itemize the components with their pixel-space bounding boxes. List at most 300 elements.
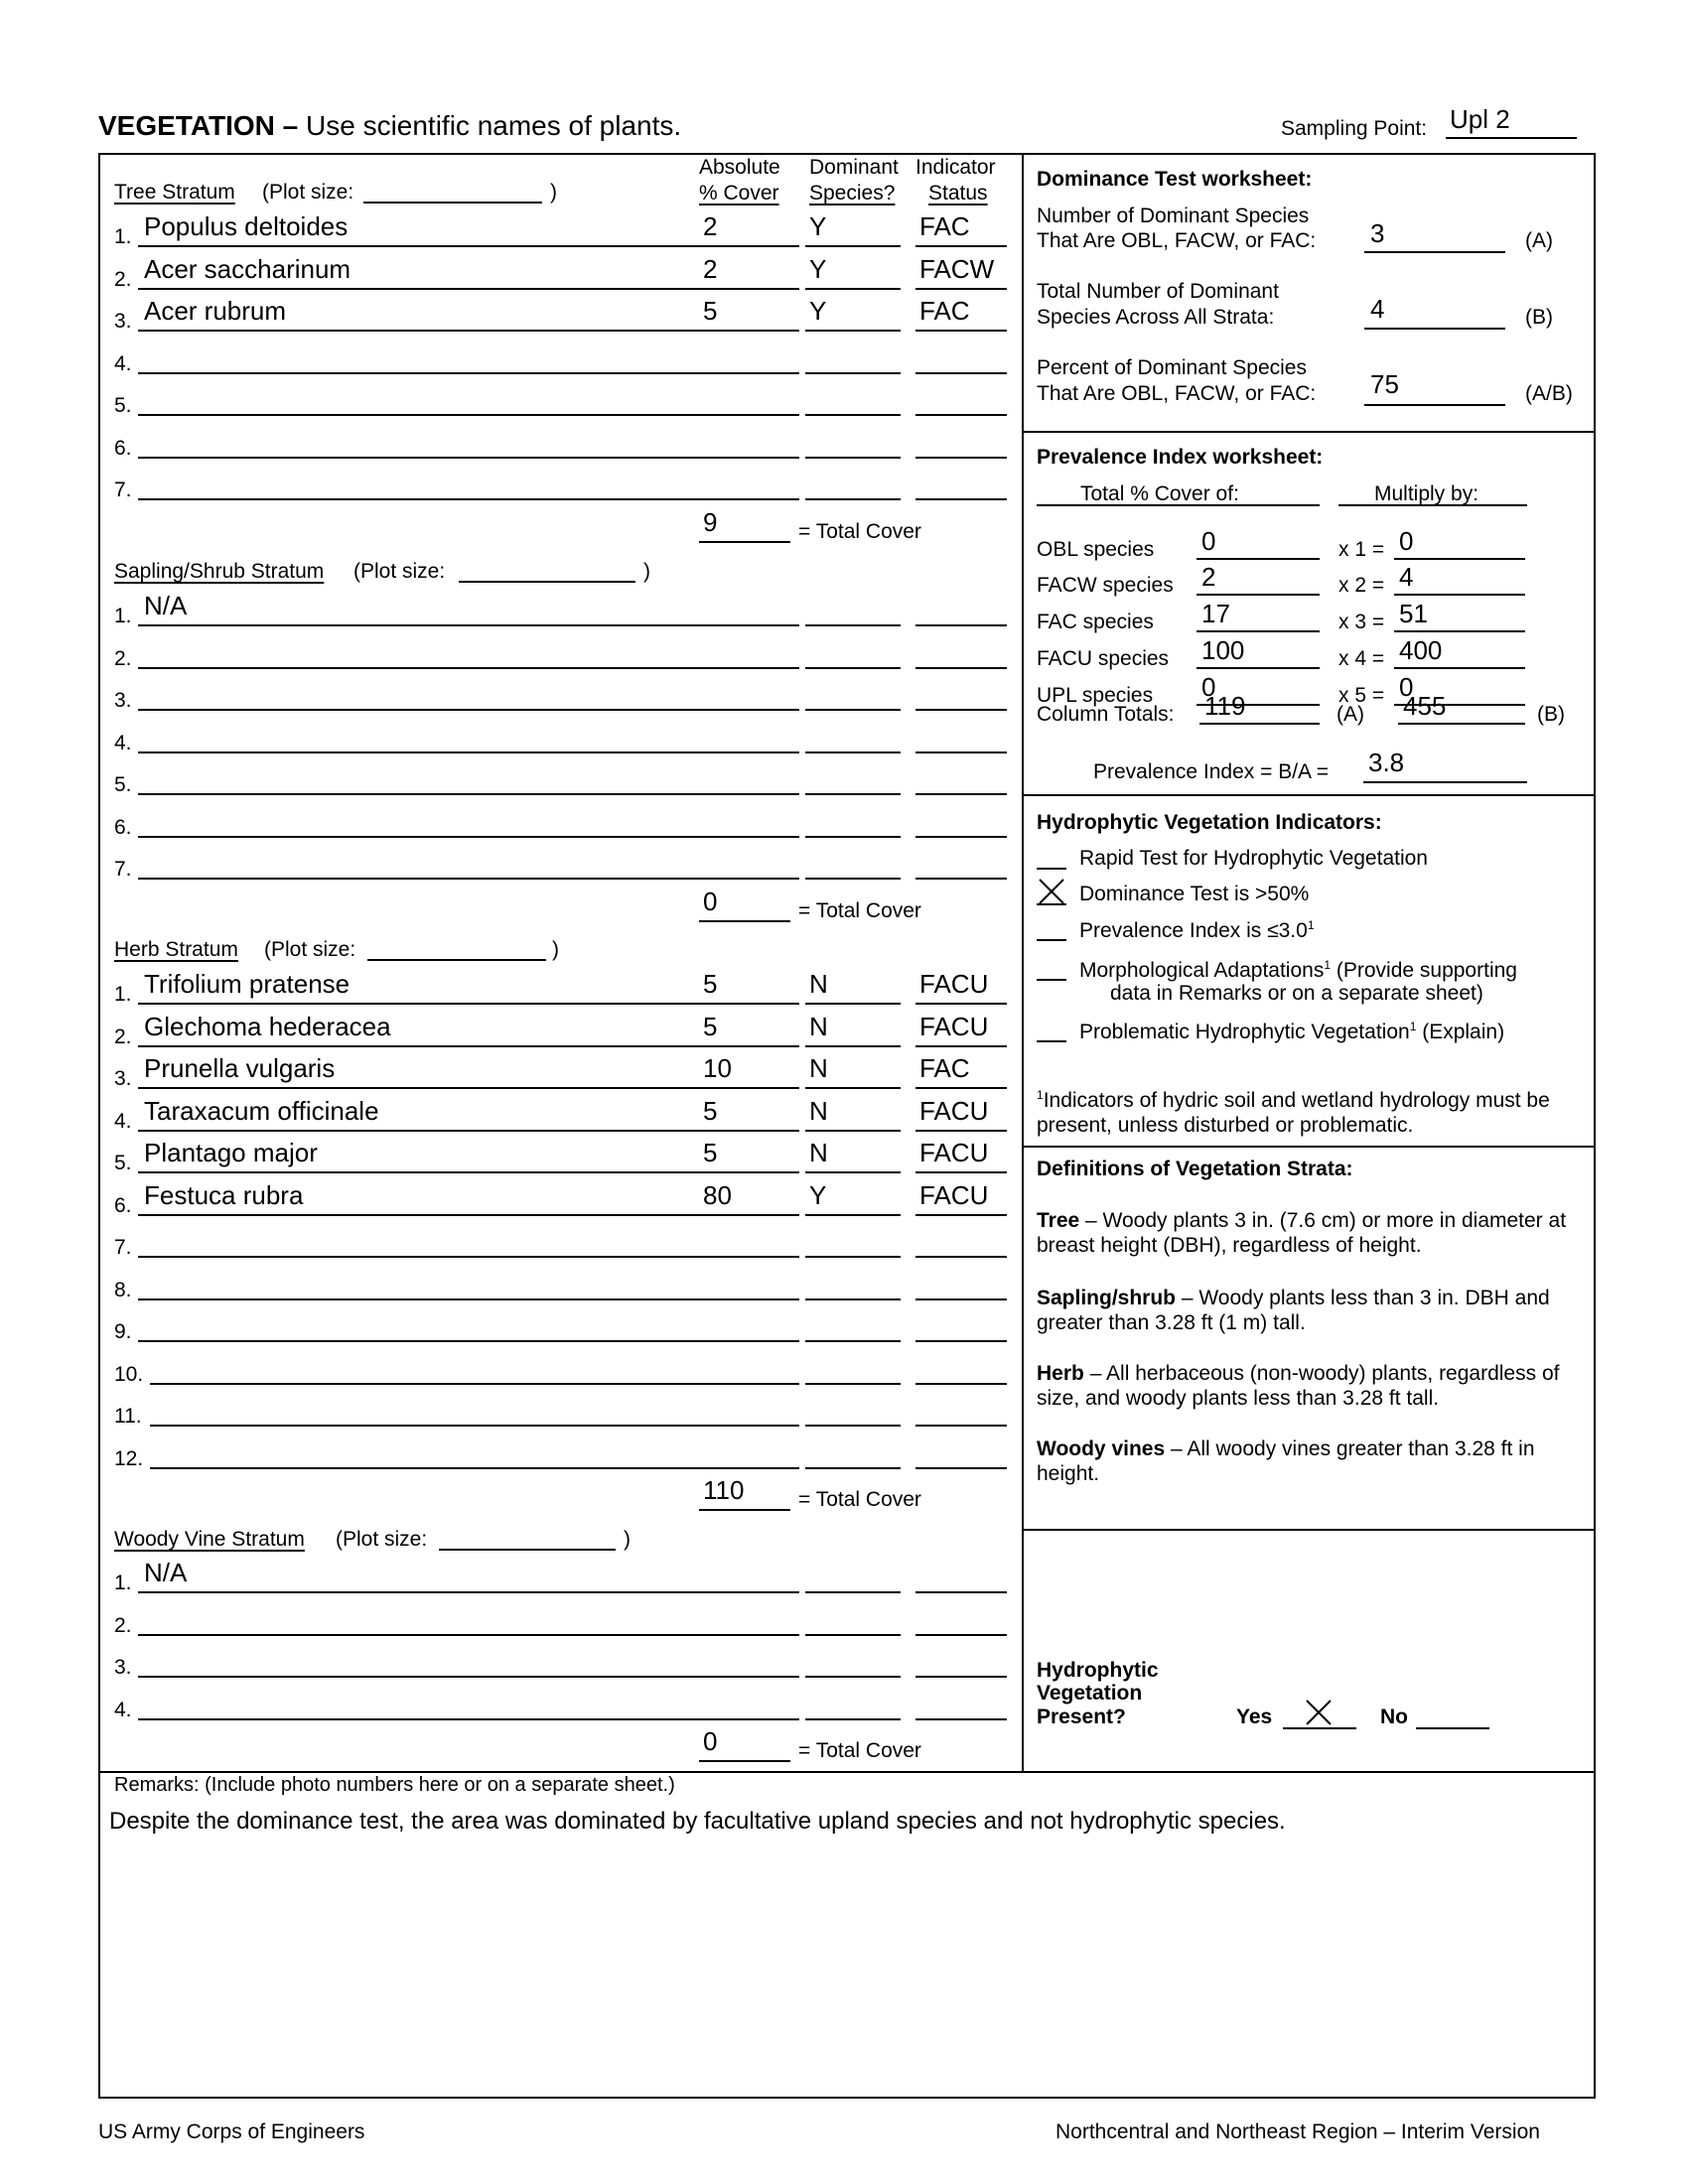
vine-plot-size-field[interactable] [439,1549,616,1551]
herb-total-label: = Total Cover [798,1488,921,1511]
tree-status-field[interactable] [915,457,1007,459]
definition-term: Tree [1037,1209,1080,1232]
definition-text: – Woody plants 3 in. (7.6 cm) or more in diameter at breast height (DBH), regardless of height. [1037,1209,1567,1257]
sapling-status-field[interactable] [915,709,1007,711]
dominance-b-tag: (B) [1525,306,1553,329]
tree-species-name[interactable]: Acer rubrum [144,296,287,326]
prevalence-tag-b: (B) [1537,703,1565,726]
tree-status-field[interactable] [915,414,1007,416]
sapling-cover-field[interactable] [699,667,790,669]
herb-dominant-field[interactable] [805,1130,901,1132]
herb-status-value[interactable]: FACU [919,1012,989,1041]
prevalence-row-label: FAC species [1037,611,1154,633]
definition-item [1037,1208,1581,1258]
page-title-bold: VEGETATION – [98,110,299,141]
sapling-row-number: 5. [114,773,132,796]
tree-cover-value[interactable]: 2 [703,254,718,284]
herb-cover-value[interactable]: 5 [703,1138,718,1167]
vine-status-field[interactable] [915,1676,1007,1678]
prevalence-row-label: UPL species [1037,684,1154,707]
tree-dominant-field[interactable] [805,414,901,416]
dominance-q1-line2: That Are OBL, FACW, or FAC: [1037,229,1317,252]
herb-row-number: 4. [114,1110,132,1133]
herb-dominant-field[interactable] [805,1256,901,1258]
herb-species-name[interactable]: Taraxacum officinale [144,1096,379,1126]
prevalence-row-label: OBL species [1037,538,1155,561]
tree-cover-value[interactable]: 5 [703,296,718,326]
sapling-plot-size-label: (Plot size: [353,560,446,583]
prevalence-product-value[interactable]: 0 [1399,526,1414,556]
herb-species-name[interactable]: Plantago major [144,1138,318,1167]
tree-dominant-field[interactable] [805,457,901,459]
remarks-text[interactable]: Despite the dominance test, the area was dominated by facultative upland species and not hydrophytic species. [109,1808,1286,1835]
vine-cover-field[interactable] [699,1591,790,1593]
herb-row-number: 12. [114,1447,144,1470]
vine-species-name[interactable]: N/A [144,1558,188,1587]
sapling-dominant-field[interactable] [805,836,901,838]
herb-status-field[interactable] [915,1256,1007,1258]
footnote-mark: 1 [1037,1088,1044,1102]
herb-status-field[interactable] [915,1130,1007,1132]
vine-dominant-field[interactable] [805,1676,901,1678]
page-title-rest: Use scientific names of plants. [298,110,682,141]
sapling-stratum-title: Sapling/Shrub Stratum [114,560,325,583]
indicator-header-2: Status [928,182,988,205]
prevalence-total-a[interactable]: 119 [1204,691,1246,721]
present-yes-line[interactable] [1283,1727,1356,1729]
vine-row-number: 1. [114,1571,132,1594]
indicator-label-text: Rapid Test for Hydrophytic Vegetation [1079,847,1428,870]
indicator-label [1079,848,1428,869]
herb-row-number: 3. [114,1067,132,1090]
prevalence-tag-a: (A) [1336,703,1364,726]
herb-dominant-field[interactable] [805,1003,901,1005]
indicators-footnote [1037,1083,1578,1138]
prevalence-cover-value[interactable]: 100 [1201,635,1245,665]
sapling-plot-size-close: ) [643,560,650,583]
tree-cover-field[interactable] [699,414,790,416]
indicator-label [1079,919,1315,941]
sapling-row-number: 1. [114,605,132,627]
sapling-status-field[interactable] [915,878,1007,880]
herb-row-number: 6. [114,1194,132,1217]
herb-stratum-title: Herb Stratum [114,938,238,961]
present-line1: Hydrophytic [1037,1659,1159,1682]
herb-dominant-value[interactable]: N [809,969,828,999]
herb-cover-field[interactable] [699,1298,790,1300]
herb-status-field[interactable] [915,1214,1007,1216]
tree-status-field[interactable] [915,372,1007,374]
sapling-dominant-field[interactable] [805,667,901,669]
tree-cover-field[interactable] [699,372,790,374]
herb-cover-field[interactable] [699,1340,790,1342]
herb-dominant-field[interactable] [805,1298,901,1300]
herb-species-name[interactable]: Prunella vulgaris [144,1053,336,1083]
sapling-row-number: 6. [114,816,132,839]
sapling-dominant-field[interactable] [805,793,901,795]
indicator-label [1079,959,1517,981]
dominance-ab-line [1364,404,1505,406]
prevalence-product-value[interactable]: 51 [1399,599,1428,628]
herb-status-field[interactable] [915,1340,1007,1342]
herb-plot-size-field[interactable] [367,959,546,961]
indicators-title: Hydrophytic Vegetation Indicators: [1037,811,1382,834]
prevalence-multiplier: x 4 = [1338,647,1385,670]
prevalence-cover-value[interactable]: 0 [1201,672,1216,702]
herb-dominant-value[interactable]: N [809,1053,828,1083]
tree-cover-value[interactable]: 2 [703,211,718,241]
indicator-header-1: Indicator [915,156,996,179]
vine-status-field[interactable] [915,1634,1007,1636]
tree-cover-field[interactable] [699,498,790,500]
sapling-status-field[interactable] [915,624,1007,626]
definition-text: – All herbaceous (non-woody) plants, regardless of size, and woody plants less than 3.28 ft tall. [1037,1362,1560,1410]
tree-plot-size-close: ) [550,181,557,204]
indicator-label-text: Problematic Hydrophytic Vegetation [1079,1021,1410,1043]
dominance-a-line [1364,251,1505,253]
sapling-plot-size-field[interactable] [459,581,635,583]
prevalence-row-label: FACU species [1037,647,1170,670]
present-no-label: No [1380,1706,1408,1728]
tree-row-number: 1. [114,225,132,248]
vine-status-field[interactable] [915,1591,1007,1593]
vine-dominant-field[interactable] [805,1718,901,1720]
definition-term: Herb [1037,1362,1084,1385]
vine-status-field[interactable] [915,1718,1007,1720]
prevalence-cover-value[interactable]: 17 [1201,599,1230,628]
definitions-title: Definitions of Vegetation Strata: [1037,1158,1353,1180]
prevalence-cover-field[interactable] [1196,594,1320,596]
sapling-cover-field[interactable] [699,836,790,838]
tree-status-field[interactable] [915,288,1007,290]
herb-cover-value[interactable]: 5 [703,1012,718,1041]
tree-status-value[interactable]: FAC [919,296,970,326]
indicator-footnote-mark: 1 [1409,1020,1417,1033]
prevalence-product-field[interactable] [1394,558,1525,560]
prevalence-cover-value[interactable]: 0 [1201,526,1216,556]
herb-status-value[interactable]: FACU [919,1096,989,1126]
herb-status-value[interactable]: FACU [919,1138,989,1167]
tree-dominant-value[interactable]: Y [809,296,827,326]
prevalence-product-value[interactable]: 0 [1399,672,1414,702]
prevalence-product-value[interactable]: 4 [1399,562,1414,592]
indicator-checkbox[interactable] [1037,979,1066,981]
sapling-status-field[interactable] [915,836,1007,838]
herb-cover-field[interactable] [699,1003,790,1005]
sapling-cover-field[interactable] [699,624,790,626]
vine-row-number: 3. [114,1656,132,1679]
herb-dominant-field[interactable] [805,1171,901,1173]
prevalence-multiplier: x 2 = [1338,574,1385,597]
prevalence-totals-label: Column Totals: [1037,703,1175,726]
prevalence-row-label: FACW species [1037,574,1174,597]
prevalence-cover-value[interactable]: 2 [1201,562,1216,592]
vine-row-number: 4. [114,1699,132,1721]
herb-status-field[interactable] [915,1467,1007,1469]
sapling-dominant-field[interactable] [805,624,901,626]
herb-cover-value[interactable]: 10 [703,1053,732,1083]
prevalence-index-value[interactable]: 3.8 [1368,748,1405,777]
herb-species-name[interactable]: Festuca rubra [144,1180,304,1210]
tree-status-field[interactable] [915,498,1007,500]
vine-dominant-field[interactable] [805,1591,901,1593]
sapling-row-number: 4. [114,732,132,754]
prevalence-index-line [1363,781,1527,783]
herb-cover-field[interactable] [699,1171,790,1173]
tree-status-value[interactable]: FAC [919,211,970,241]
sapling-dominant-field[interactable] [805,751,901,753]
herb-cover-field[interactable] [699,1425,790,1427]
tree-cover-field[interactable] [699,245,790,247]
sapling-total-label: = Total Cover [798,899,921,922]
herb-status-field[interactable] [915,1003,1007,1005]
herb-status-value[interactable]: FAC [919,1053,970,1083]
sapling-row-number: 3. [114,689,132,712]
sapling-cover-field[interactable] [699,709,790,711]
sampling-point-line [1446,137,1577,139]
indicator-label [1079,1021,1504,1042]
prevalence-total-b-line [1398,723,1525,725]
tree-cover-field[interactable] [699,457,790,459]
footer-right: Northcentral and Northeast Region – Interim Version [1055,2120,1540,2143]
dominance-ab-value[interactable]: 75 [1370,369,1399,399]
prevalence-product-field[interactable] [1394,667,1525,669]
tree-total-field[interactable] [699,541,790,543]
indicator-label-suffix: (Provide supporting [1331,959,1517,982]
prevalence-cover-field[interactable] [1196,667,1320,669]
prevalence-index-label: Prevalence Index = B/A = [1093,760,1329,783]
herb-dominant-field[interactable] [805,1467,901,1469]
tree-row-number: 5. [114,394,132,417]
herb-row-number: 10. [114,1363,144,1386]
dominance-b-line [1364,328,1505,330]
dominance-a-value[interactable]: 3 [1370,218,1385,248]
sapling-total-field[interactable] [699,920,790,922]
present-yes-check-icon[interactable] [1304,1698,1334,1727]
footnote-text: Indicators of hydric soil and wetland hydrology must be present, unless disturbed or problematic. [1037,1089,1550,1137]
herb-plot-size-close: ) [552,938,559,961]
indicator-footnote-mark: 1 [1307,918,1315,932]
prevalence-col1-header: Total % Cover of: [1080,482,1239,505]
dominant-header-1: Dominant [809,156,899,179]
tree-dominant-value[interactable]: Y [809,254,827,284]
tree-dominant-value[interactable]: Y [809,211,827,241]
prevalence-col2-header: Multiply by: [1374,482,1479,505]
prevalence-product-field[interactable] [1394,630,1525,632]
prevalence-divider [1022,794,1596,796]
indicator-label-suffix: (Explain) [1416,1021,1505,1043]
indicator-label-text: Prevalence Index is ≤3.0 [1079,919,1308,942]
herb-status-field[interactable] [915,1171,1007,1173]
sapling-row-number: 7. [114,858,132,881]
tree-row-number: 6. [114,437,132,460]
vine-plot-size-close: ) [624,1528,631,1551]
herb-cover-field[interactable] [699,1256,790,1258]
tree-dominant-field[interactable] [805,288,901,290]
sapling-status-field[interactable] [915,793,1007,795]
herb-dominant-value[interactable]: Y [809,1180,827,1210]
dominance-b-value[interactable]: 4 [1370,294,1385,324]
vine-cover-field[interactable] [699,1718,790,1720]
sapling-status-field[interactable] [915,667,1007,669]
vine-cover-field[interactable] [699,1676,790,1678]
herb-species-name[interactable]: Trifolium pratense [144,969,351,999]
dominance-q3-line2: That Are OBL, FACW, or FAC: [1037,382,1317,405]
herb-status-field[interactable] [915,1045,1007,1047]
indicator-footnote-mark: 1 [1324,958,1332,972]
vine-total-value[interactable]: 0 [703,1726,718,1756]
absolute-header-1: Absolute [699,156,780,179]
tree-plot-size-label: (Plot size: [262,181,354,204]
prevalence-total-a-line [1199,723,1320,725]
vine-dominant-field[interactable] [805,1634,901,1636]
herb-cover-value[interactable]: 5 [703,1096,718,1126]
tree-row-number: 4. [114,352,132,375]
tree-status-field[interactable] [915,245,1007,247]
herb-cover-field[interactable] [699,1045,790,1047]
definition-item [1037,1361,1581,1411]
dominance-ab-tag: (A/B) [1525,382,1573,405]
remarks-label: Remarks: (Include photo numbers here or on a separate sheet.) [114,1774,675,1796]
herb-status-value[interactable]: FACU [919,969,989,999]
prevalence-multiplier: x 5 = [1338,684,1385,707]
definition-text: – All woody vines greater than 3.28 ft in height. [1037,1437,1535,1485]
vine-cover-field[interactable] [699,1634,790,1636]
present-line3: Present? [1037,1706,1126,1728]
herb-cover-field[interactable] [699,1383,790,1385]
tree-status-field[interactable] [915,330,1007,332]
herb-dominant-value[interactable]: N [809,1138,828,1167]
tree-row-number: 2. [114,268,132,291]
tree-cover-field[interactable] [699,288,790,290]
herb-total-field[interactable] [699,1509,790,1511]
herb-plot-size-label: (Plot size: [264,938,356,961]
herb-row-number: 7. [114,1236,132,1259]
tree-total-value[interactable]: 9 [703,507,718,537]
herb-status-value[interactable]: FACU [919,1180,989,1210]
vine-total-field[interactable] [699,1760,790,1762]
indicator-label [1079,884,1309,904]
prevalence-multiplier: x 3 = [1338,611,1385,633]
herb-dominant-field[interactable] [805,1383,901,1385]
dominance-title: Dominance Test worksheet: [1037,168,1313,191]
indicator-check-icon[interactable] [1037,878,1066,905]
prevalence-multiplier: x 1 = [1338,538,1385,561]
tree-row-number: 3. [114,310,132,333]
herb-species-name[interactable]: Glechoma hederacea [144,1012,391,1041]
herb-dominant-field[interactable] [805,1340,901,1342]
vine-total-label: = Total Cover [798,1739,921,1762]
indicator-checkbox[interactable] [1037,868,1066,870]
dominance-divider [1022,431,1596,433]
herb-status-field[interactable] [915,1383,1007,1385]
tree-species-name[interactable]: Acer saccharinum [144,254,352,284]
prevalence-cover-field[interactable] [1196,630,1320,632]
tree-plot-size-field[interactable] [363,202,542,204]
dominant-header-2: Species? [809,182,896,205]
sapling-cover-field[interactable] [699,793,790,795]
sampling-point-label: Sampling Point: [1281,117,1428,140]
herb-dominant-field[interactable] [805,1087,901,1089]
herb-status-field[interactable] [915,1087,1007,1089]
tree-dominant-field[interactable] [805,372,901,374]
remarks-divider [98,1771,1596,1773]
tree-dominant-field[interactable] [805,330,901,332]
herb-status-field[interactable] [915,1425,1007,1427]
herb-cover-field[interactable] [699,1467,790,1469]
herb-cover-field[interactable] [699,1130,790,1132]
sapling-status-field[interactable] [915,751,1007,753]
sapling-cover-field[interactable] [699,751,790,753]
herb-cover-value[interactable]: 5 [703,969,718,999]
definition-item [1037,1286,1581,1335]
indicator-label-text: Morphological Adaptations [1079,959,1325,982]
present-no-line[interactable] [1416,1727,1489,1729]
morph-line2: data in Remarks or on a separate sheet) [1110,982,1483,1005]
tree-status-value[interactable]: FACW [919,254,995,284]
prevalence-product-value[interactable]: 400 [1399,635,1443,665]
herb-dominant-field[interactable] [805,1045,901,1047]
footer-left: US Army Corps of Engineers [98,2120,365,2143]
dominance-q1-line1: Number of Dominant Species [1037,205,1310,227]
tree-dominant-field[interactable] [805,245,901,247]
herb-cover-field[interactable] [699,1087,790,1089]
sapling-dominant-field[interactable] [805,878,901,880]
herb-row-number: 11. [114,1405,142,1428]
definition-term: Woody vines [1037,1437,1166,1460]
tree-dominant-field[interactable] [805,498,901,500]
prevalence-product-field[interactable] [1394,594,1525,596]
sapling-cover-field[interactable] [699,878,790,880]
herb-cover-value[interactable]: 80 [703,1180,732,1210]
herb-dominant-field[interactable] [805,1425,901,1427]
tree-stratum-title: Tree Stratum [114,181,235,204]
present-line2: Vegetation [1037,1682,1143,1705]
definition-term: Sapling/shrub [1037,1287,1177,1309]
vine-plot-size-label: (Plot size: [336,1528,428,1551]
sapling-species-name[interactable]: N/A [144,591,188,620]
herb-row-number: 2. [114,1025,132,1048]
tree-row-number: 7. [114,478,132,501]
tree-species-name[interactable]: Populus deltoides [144,211,349,241]
definition-item [1037,1436,1581,1486]
herb-dominant-field[interactable] [805,1214,901,1216]
sapling-row-number: 2. [114,647,132,670]
indicator-checkbox[interactable] [1037,1040,1066,1042]
sapling-total-value[interactable]: 0 [703,887,718,916]
present-yes-label: Yes [1236,1706,1273,1728]
herb-cover-field[interactable] [699,1214,790,1216]
herb-dominant-value[interactable]: N [809,1012,828,1041]
prevalence-total-b[interactable]: 455 [1403,691,1447,721]
herb-total-value[interactable]: 110 [703,1475,745,1505]
definitions-divider [1022,1529,1596,1531]
herb-dominant-value[interactable]: N [809,1096,828,1126]
dominance-a-tag: (A) [1525,229,1553,252]
indicators-divider [1022,1146,1596,1148]
vine-stratum-title: Woody Vine Stratum [114,1528,305,1551]
prevalence-cover-field[interactable] [1196,558,1320,560]
sampling-point-value[interactable]: Upl 2 [1450,104,1510,134]
herb-row-number: 5. [114,1152,132,1174]
herb-row-number: 9. [114,1320,132,1343]
sapling-dominant-field[interactable] [805,709,901,711]
tree-cover-field[interactable] [699,330,790,332]
dominance-q3-line1: Percent of Dominant Species [1037,356,1307,379]
herb-status-field[interactable] [915,1298,1007,1300]
indicator-label-text: Dominance Test is >50% [1079,883,1310,905]
indicator-checkbox[interactable] [1037,939,1066,941]
